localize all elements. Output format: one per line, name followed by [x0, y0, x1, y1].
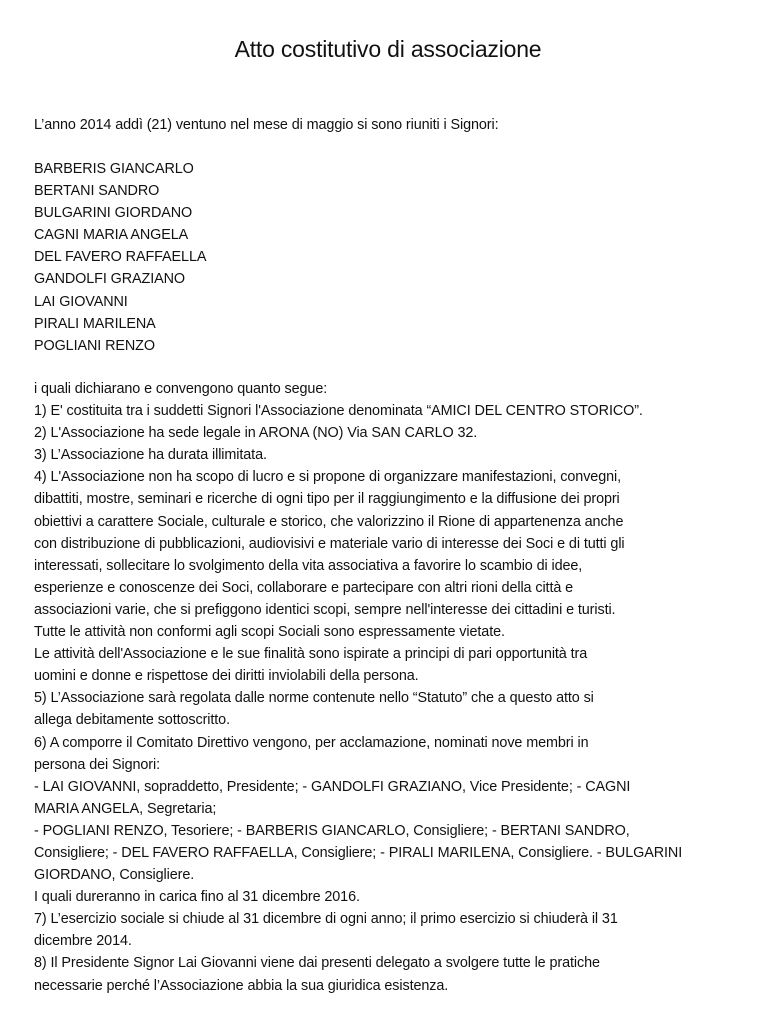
- member-name: BARBERIS GIANCARLO: [34, 161, 194, 177]
- text-line: 2) L'Associazione ha sede legale in ARONA (NO) Via SAN CARLO 32.: [34, 425, 478, 442]
- text-line: allega debitamente sottoscritto.: [34, 712, 230, 729]
- member-name: CAGNI MARIA ANGELA: [34, 227, 189, 244]
- intro-paragraph: L’anno 2014 addì (21) ventuno nel mese di maggio si sono riuniti i Signori:: [34, 117, 499, 133]
- text-line: 7) L’esercizio sociale si chiude al 31 dicembre di ogni anno; il primo esercizio si chiuderà il 31: [34, 911, 618, 928]
- member-name: BERTANI SANDRO: [34, 183, 160, 200]
- member-name: LAI GIOVANNI: [34, 293, 128, 310]
- members-list: [34, 158, 746, 357]
- member-name: POGLIANI RENZO: [34, 337, 155, 354]
- text-line: associazioni varie, che si prefiggono identici scopi, sempre nell'interesse dei cittadini e turisti.: [34, 601, 616, 618]
- text-line: Le attività dell'Associazione e le sue finalità sono ispirate a principi di pari opportunità tra: [34, 646, 588, 663]
- text-line: dibattiti, mostre, seminari e ricerche di ogni tipo per il raggiungimento e la diffusione dei propri: [34, 491, 620, 508]
- text-line: obiettivi a carattere Sociale, culturale e storico, che valorizzino il Rione di appartenenza anche: [34, 513, 624, 530]
- text-line: uomini e donne e rispettose dei diritti inviolabili della persona.: [34, 668, 419, 685]
- text-line: con distribuzione di pubblicazioni, audiovisivi e materiale vario di interesse dei Soci e di tutti gli: [34, 535, 625, 552]
- text-line: i quali dichiarano e convengono quanto segue:: [34, 381, 328, 397]
- text-line: necessarie perché l’Associazione abbia la sua giuridica esistenza.: [34, 977, 449, 994]
- text-line: 3) L’Associazione ha durata illimitata.: [34, 447, 267, 464]
- text-line: I quali dureranno in carica fino al 31 dicembre 2016.: [34, 889, 360, 906]
- text-line: MARIA ANGELA, Segretaria;: [34, 800, 217, 817]
- member-name: DEL FAVERO RAFFAELLA: [34, 249, 207, 266]
- text-line: 4) L'Associazione non ha scopo di lucro e si propone di organizzare manifestazioni, convegni,: [34, 469, 622, 486]
- text-line: 8) Il Presidente Signor Lai Giovanni viene dai presenti delegato a svolgere tutte le pratiche: [34, 955, 600, 972]
- clauses-section: [34, 378, 746, 997]
- text-line: esperienze e conoscenze dei Soci, collaborare e partecipare con altri rioni della città e: [34, 579, 574, 596]
- text-line: - LAI GIOVANNI, sopraddetto, Presidente; - GANDOLFI GRAZIANO, Vice Presidente; - CAGNI: [34, 778, 631, 795]
- text-line: - POGLIANI RENZO, Tesoriere; - BARBERIS GIANCARLO, Consigliere; - BERTANI SANDRO,: [34, 822, 630, 839]
- text-line: Consigliere; - DEL FAVERO RAFFAELLA, Consigliere; - PIRALI MARILENA, Consigliere. - BULGARINI: [34, 844, 683, 861]
- text-line: persona dei Signori:: [34, 756, 160, 773]
- text-line: interessati, sollecitare lo svolgimento della vita associativa a favorire lo scambio di idee,: [34, 557, 583, 574]
- member-name: BULGARINI GIORDANO: [34, 205, 193, 222]
- text-line: 6) A comporre il Comitato Direttivo vengono, per acclamazione, nominati nove membri in: [34, 734, 589, 751]
- text-line: GIORDANO, Consigliere.: [34, 867, 195, 884]
- text-line: Tutte le attività non conformi agli scopi Sociali sono espressamente vietate.: [34, 624, 505, 641]
- text-line: 1) E' costituita tra i suddetti Signori l'Associazione denominata “AMICI DEL CENTRO STORICO”.: [34, 403, 643, 420]
- member-name: GANDOLFI GRAZIANO: [34, 271, 186, 288]
- member-name: PIRALI MARILENA: [34, 315, 156, 332]
- text-line: dicembre 2014.: [34, 933, 132, 950]
- document-title: Atto costitutivo di associazione: [234, 36, 542, 62]
- text-line: 5) L’Associazione sarà regolata dalle norme contenute nello “Statuto” che a questo atto si: [34, 690, 594, 707]
